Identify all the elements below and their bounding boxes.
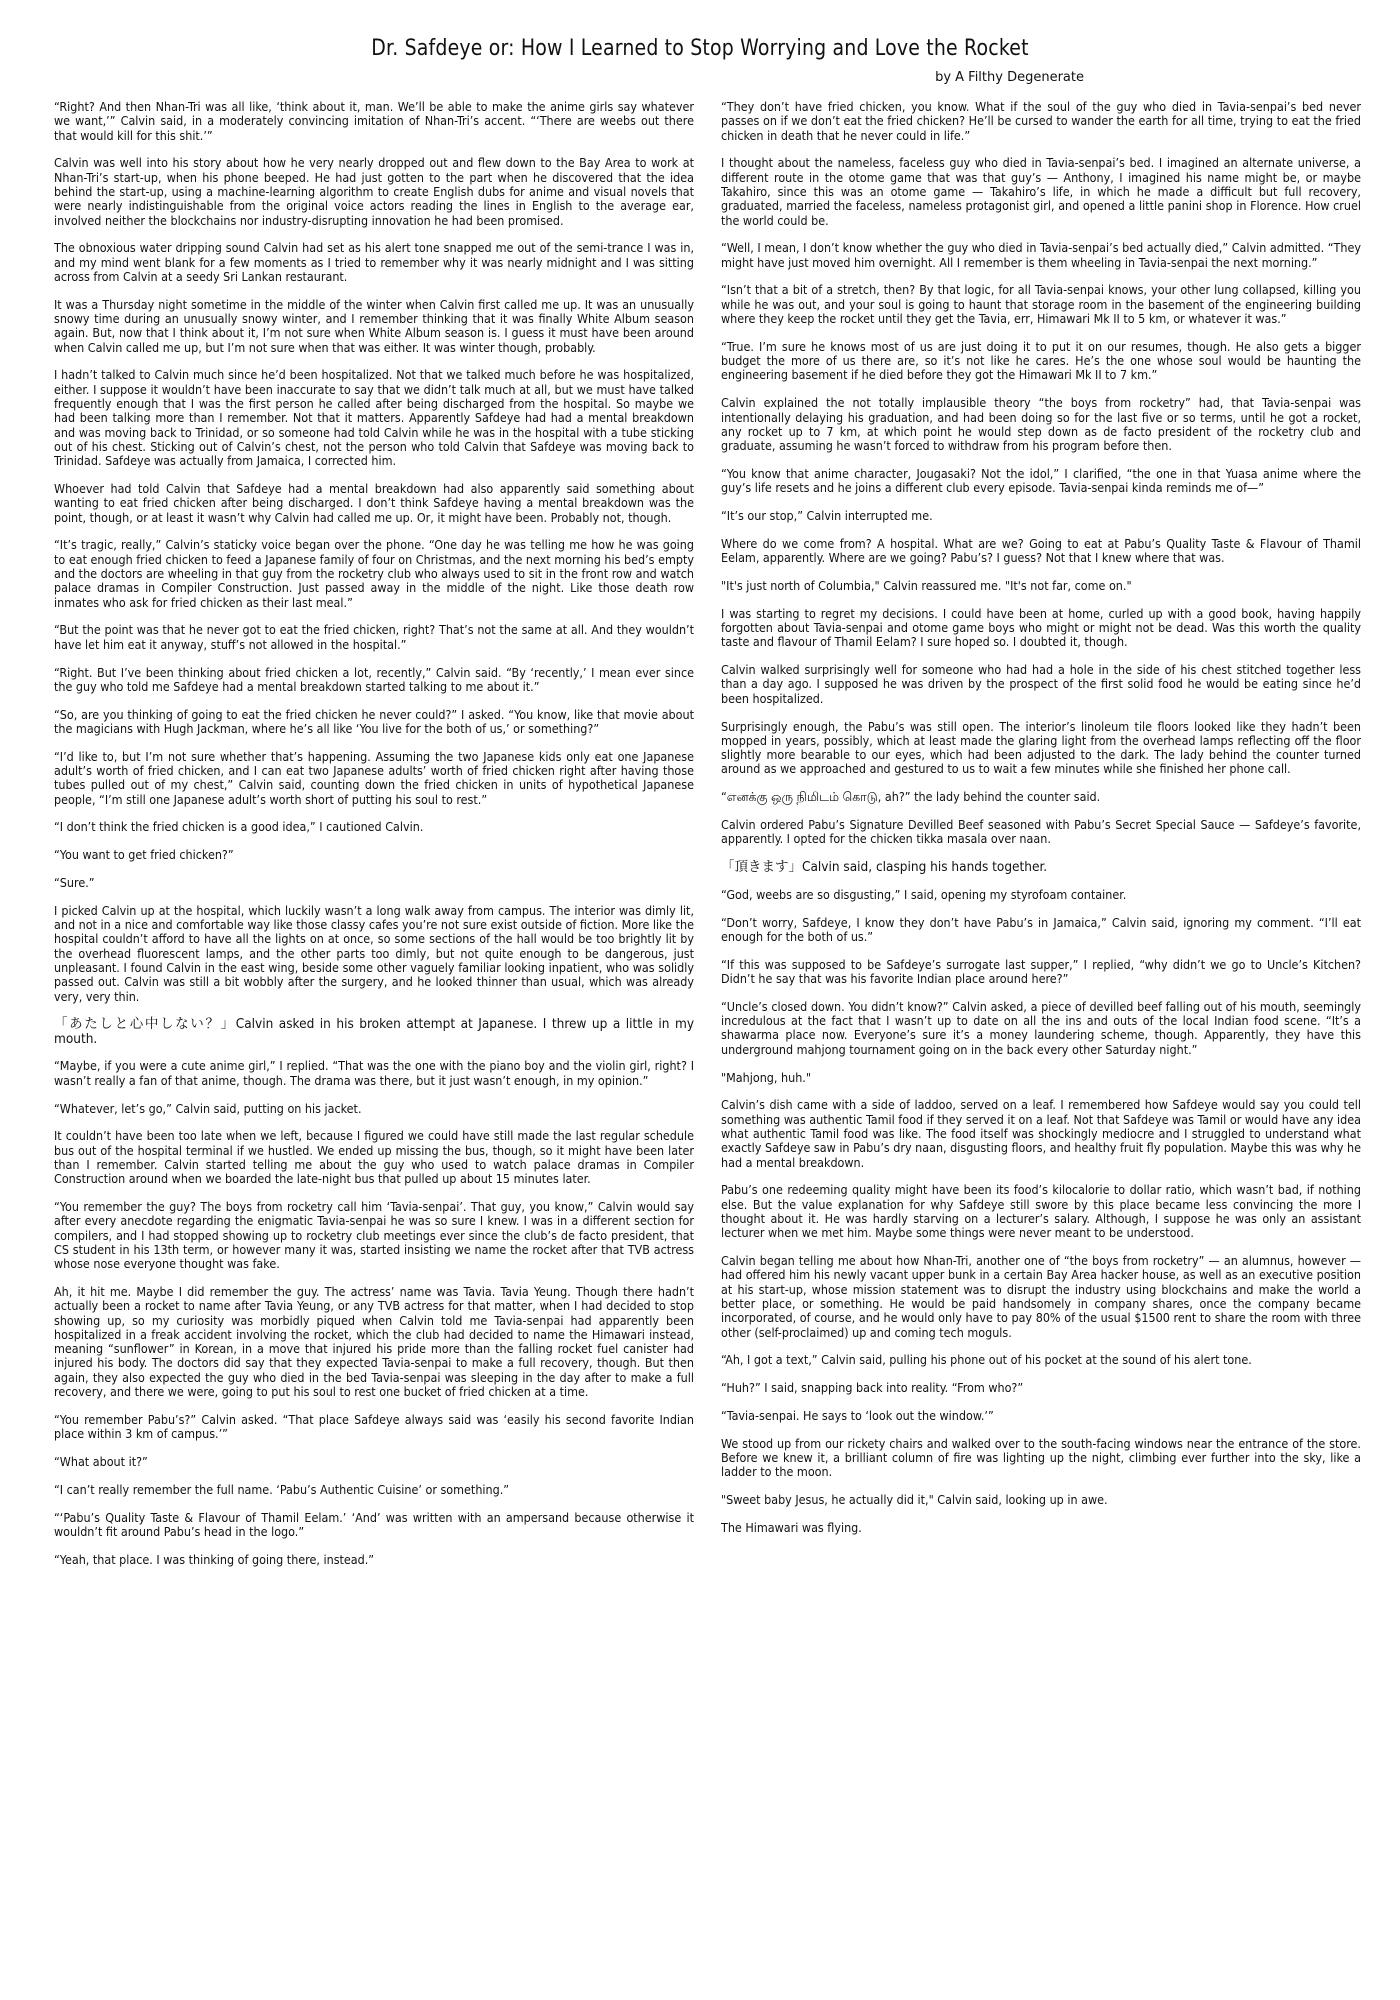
paragraph: “எனக்கு ஒரு நிமிடம் கொடு, ah?” the lady behind the counter said. xyxy=(721,789,1101,805)
paragraph: “Don’t worry, Safdeye, I know they don’t have Pabu’s in Jamaica,” Calvin said, ignoring my comment. “I’ll eat enough for the both of us.” xyxy=(721,914,1361,944)
paragraph: I picked Calvin up at the hospital, which luckily wasn’t a long walk away from campus. The interior was dimly lit, and not in a nice and comfortable way like those classy cafes you’re not sure exist outside of fiction. More like the hospital couldn’t afford to have all the lights on at once, so some sections of the hall would be too brightly lit by the overhead fluorescent lamps, and the other parts too dimly, but not quite enough to be dangerous, just unpleasant. I found Calvin in the east wing, beside some other vaguely familiar looking inpatient, who was solidly passed out. Calvin was still a bit wobbly after the surgery, and he looked thinner than usual, which was already very, very thin. xyxy=(54,902,694,1004)
paragraph: Calvin’s dish came with a side of laddoo, served on a leaf. I remembered how Safdeye would say you could tell something was authentic Tamil food if they served it on a leaf. Not that Safdeye was Tamil or would have any idea what authentic Tamil food was like. The food itself was shockingly mediocre and I struggled to understand what exactly Safdeye saw in Pabu’s dry naan, disgusting floors, and healthy fruit fly population. Maybe this was why he had a mental breakdown. xyxy=(721,1097,1361,1170)
paragraph: Pabu’s one redeeming quality might have been its food’s kilocalorie to dollar ratio, which wasn’t bad, if nothing else. But the value explanation for why Safdeye still swore by this place became less convincing the more I thought about it. He was hardly starving on a lecturer’s salary. Although, I suppose he was only an assistant lecturer when we met him. Maybe some things were never meant to be understood. xyxy=(721,1182,1361,1241)
paragraph: “Sure.” xyxy=(54,874,95,890)
paragraph: “Yeah, that place. I was thinking of going there, instead.” xyxy=(54,1551,375,1567)
paragraph: “I don’t think the fried chicken is a good idea,” I cautioned Calvin. xyxy=(54,819,424,835)
paragraph: “I’d like to, but I’m not sure whether that’s happening. Assuming the two Japanese kids only eat one Japanese adult’s worth of fried chicken, and I can eat two Japanese adults’ worth of fried chicken right after having those tubes pulled out of my chest,” Calvin said, counting down the fried chicken in units of hypothetical Japanese people, “I’m still one Japanese adult’s worth short of putting his soul to rest.” xyxy=(54,748,694,807)
paragraph: “It’s tragic, really,” Calvin’s staticky voice began over the phone. “One day he was telling me how he was going to eat enough fried chicken to feed a Japanese family of four on Christmas, and the next morning his bed’s empty and the doctors are wheeling in that guy from the rocketry club who always used to sit in the front row and watch palace dramas in Compiler Construction. Just passed away in the middle of the night. Like those death row inmates who ask for fried chicken as their last meal.” xyxy=(54,537,694,610)
paragraph: It couldn’t have been too late when we left, because I figured we could have still made the last regular schedule bus out of the hospital terminal if we hustled. We ended up missing the bus, though, so it might have been later than I remember. Calvin started telling me about the guy who used to watch palace dramas in Compiler Construction around when we boarded the late-night bus that pulled up about 15 minutes later. xyxy=(54,1128,694,1187)
paragraph: We stood up from our rickety chairs and walked over to the south-facing windows near the entrance of the store. Before we knew it, a brilliant column of fire was lighting up the night, climbing ever further into the sky, like a ladder to the moon. xyxy=(721,1435,1361,1480)
paragraph: “Isn’t that a bit of a stretch, then? By that logic, for all Tavia-senpai knows, your other lung collapsed, killing you while he was out, and your soul is going to haunt that storage room in the basement of the engineering building where they keep the rocket until they get the Tavia, err, Himawari Mk II to 5 km, or whatever it was.” xyxy=(721,282,1361,327)
paragraph: I hadn’t talked to Calvin much since he’d been hospitalized. Not that we talked much before he was hospitalized, either. I suppose it wouldn’t have been inaccurate to say that we didn’t talk much at all, but we must have talked frequently enough that I was the first person he called after being discharged from the hospital. So maybe we had been talking more than I remember. Not that it matters. Apparently Safdeye had had a mental breakdown and was moving back to Trinidad, or so someone had told Calvin while he was in the hospital with a tube sticking out of his chest. Sticking out of Calvin’s chest, not the person who told Calvin that Safdeye was moving back to Trinidad. Safdeye was actually from Jamaica, I corrected him. xyxy=(54,367,694,469)
paragraph: “I can’t really remember the full name. ‘Pabu’s Authentic Cuisine’ or something.” xyxy=(54,1481,510,1497)
paragraph: Calvin walked surprisingly well for someone who had had a hole in the side of his chest stitched together less than a day ago. I supposed he was driven by the prospect of the first solid food he would be eating since he’d been hospitalized. xyxy=(721,662,1361,706)
paragraph: I was starting to regret my decisions. I could have been at home, curled up with a good book, having happily forgotten about Tavia-senpai and otome game boys who might or might not be dead. Was this worth the quality taste and flavour of Thamil Eelam? I sure hoped so. I doubted it, though. xyxy=(721,605,1361,650)
paragraph: 「あたしと心中しない？」Calvin asked in his broken attempt at Japanese. I threw up a little in my mouth. xyxy=(54,1016,694,1047)
paragraph: “Right. But I’ve been thinking about fried chicken a lot, recently,” Calvin said. “By ‘recently,’ I mean ever since the guy who told me Safdeye had a mental breakdown started talking to me about it.” xyxy=(54,664,694,694)
right-text-column xyxy=(721,100,1361,1985)
paragraph: "Mahjong, huh." xyxy=(721,1069,811,1085)
paragraph: “Huh?” I said, snapping back into reality. “From who?” xyxy=(721,1380,1024,1396)
paragraph: 「頂きます」Calvin said, clasping his hands together. xyxy=(721,859,1048,876)
paragraph: "Sweet baby Jesus, he actually did it," Calvin said, looking up in awe. xyxy=(721,1492,1108,1508)
paragraph: "It's just north of Columbia," Calvin reassured me. "It's not far, come on." xyxy=(721,577,1132,593)
paragraph: “Tavia-senpai. He says to ‘look out the window.’” xyxy=(721,1407,994,1423)
paragraph: “You want to get fried chicken?” xyxy=(54,847,234,863)
document-title: Dr. Safdeye or: How I Learned to Stop Worrying and Love the Rocket xyxy=(371,36,1029,61)
paragraph: “It’s our stop,” Calvin interrupted me. xyxy=(721,508,933,524)
paragraph: “God, weebs are so disgusting,” I said, opening my styrofoam container. xyxy=(721,886,1127,902)
paragraph: Ah, it hit me. Maybe I did remember the guy. The actress’ name was Tavia. Tavia Yeung. Though there hadn’t actually been a rocket to name after Tavia Yeung, or any TVB actress for that matter, when I had decided to stop showing up, so my curiosity was morbidly piqued when Calvin told me Tavia-senpai had apparently been hospitalized in a freak accident involving the rocket, which the club had decided to name the Himawari instead, meaning “sunflower” in Korean, in a move that injured his pride more than the falling rocket fuel canister had injured his body. The doctors did say that they expected Tavia-senpai to make a full recovery, though. But then again, they also expected the guy who died in the bed Tavia-senpai was sleeping in the day after to make a full recovery, and there we were, going to put his soul to rest one bucket of fried chicken at a time. xyxy=(54,1284,694,1400)
paragraph: “True. I’m sure he knows most of us are just doing it to put it on our resumes, though. He also gets a bigger budget the more of us there are, so it’s not like he cares. He’s the one whose soul would be haunting the engineering basement if he died before they got the Himawari Mk II to 7 km.” xyxy=(721,338,1361,383)
paragraph: “Whatever, let’s go,” Calvin said, putting on his jacket. xyxy=(54,1100,362,1116)
paragraph: “They don’t have fried chicken, you know. What if the soul of the guy who died in Tavia-senpai’s bed never passes on if we don’t eat the fried chicken? He’ll be cursed to wander the earth for all time, trying to eat the fried chicken in death that he never could in life.” xyxy=(721,100,1361,143)
paragraph: The Himawari was flying. xyxy=(721,1519,862,1535)
paragraph: “Ah, I got a text,” Calvin said, pulling his phone out of his pocket at the sound of his alert tone. xyxy=(721,1352,1252,1368)
paragraph: Calvin explained the not totally implausible theory “the boys from rocketry” had, that Tavia-senpai was intentionally delaying his graduation, and had been doing so for the last five or so terms, until he got a rocket, any rocket up to 7 km, at which point he would step down as de facto president of the rocketry club and graduate, assuming he wasn’t forced to withdraw from his program before then. xyxy=(721,395,1361,454)
paragraph: Calvin was well into his story about how he very nearly dropped out and flew down to the Bay Area to work at Nhan-Tri’s start-up, when his phone beeped. He had just gotten to the part when he discovered that the idea behind the start-up, using a machine-learning algorithm to create English dubs for anime and visual novels that were nearly indistinguishable from the original voice actors reading the lines in English to the average ear, involved neither the blockchains nor industry-disrupting innovation he had been promised. xyxy=(54,155,694,228)
paragraph: “You remember the guy? The boys from rocketry call him ‘Tavia-senpai’. That guy, you know,” Calvin would say after every anecdote regarding the enigmatic Tavia-senpai he was so sure I knew. I was in a different section for compilers, and I had stopped showing up to rocketry club meetings ever since the club’s de facto president, that CS student in his 13th term, or however many it was, started insisting we name the rocket after that TVB actress whose nose everyone thought was fake. xyxy=(54,1199,694,1272)
paragraph: Calvin ordered Pabu’s Signature Devilled Beef seasoned with Pabu’s Secret Special Sauce — Safdeye’s favorite, apparently. I opted for the chicken tikka masala over naan. xyxy=(721,816,1361,847)
paragraph: It was a Thursday night sometime in the middle of the winter when Calvin first called me up. It was an unusually snowy time during an unusually snowy winter, and I remember thinking that it was finally White Album season again. But, now that I think about it, I’m not sure when White Album season is. I guess it must have been around when Calvin called me up, but I’m not sure when that was either. It was winter though, probably. xyxy=(54,296,694,355)
paragraph: “‘Pabu’s Quality Taste & Flavour of Thamil Eelam.’ ‘And’ was written with an ampersand because otherwise it wouldn’t fit around Pabu’s head in the logo.” xyxy=(54,1509,694,1539)
paragraph: Where do we come from? A hospital. What are we? Going to eat at Pabu’s Quality Taste & Flavour of Thamil Eelam, apparently. Where are we going? Pabu’s? I guess? Not that I knew where that was. xyxy=(721,535,1361,566)
author-byline: by A Filthy Degenerate xyxy=(935,70,1084,85)
paragraph: Whoever had told Calvin that Safdeye had a mental breakdown had also apparently said something about wanting to eat fried chicken after being discharged. I don’t think Safdeye having a mental breakdown was the point, though, or at least it wasn’t why Calvin had called me up. Or, it might have been. Probably not, though. xyxy=(54,481,694,525)
paragraph: “So, are you thinking of going to eat the fried chicken he never could?” I asked. “You know, like that movie about the magicians with Hugh Jackman, where he’s all like ‘You live for the both of us,’ or something?” xyxy=(54,706,694,736)
paragraph: Calvin began telling me about how Nhan-Tri, another one of “the boys from rocketry” — an alumnus, however — had offered him his newly vacant upper bunk in a certain Bay Area hacker house, as well as an executive position at his start-up, whose mission statement was to disrupt the industry using blockchains and make the world a better place, or something. He would be paid handsomely in company shares, once the company became incorporated, of course, and he would only have to pay 80% of the usual $1500 rent to share the room with three other (self-proclaimed) up and coming tech moguls. xyxy=(721,1253,1361,1340)
paragraph: “But the point was that he never got to eat the fried chicken, right? That’s not the same at all. And they wouldn’t have let him eat it anyway, stuff’s not allowed in the hospital.” xyxy=(54,622,694,652)
left-text-column xyxy=(54,100,694,1985)
paragraph: “Maybe, if you were a cute anime girl,” I replied. “That was the one with the piano boy and the violin girl, right? I wasn’t really a fan of that anime, though. The drama was there, but it just wasn’t enough, in my opinion.” xyxy=(54,1058,694,1088)
paragraph: “Uncle’s closed down. You didn’t know?” Calvin asked, a piece of devilled beef falling out of his mouth, seemingly incredulous at the fact that I wasn’t up to date on all the ins and outs of the local Indian food scene. “It’s a shawarma place now. Everyone’s sure it’s a money laundering scheme, though. Apparently, they have this underground mahjong tournament going on in the back every other Saturday night.” xyxy=(721,998,1361,1057)
paragraph: Surprisingly enough, the Pabu’s was still open. The interior’s linoleum tile floors looked like they hadn’t been mopped in years, possibly, which at least made the glaring light from the overhead lamps reflecting off the floor slightly more bearable to our eyes, which had been adjusted to the dark. The lady behind the counter turned around as we approached and gestured to us to wait a few minutes while she finished her phone call. xyxy=(721,718,1361,777)
paragraph: “Well, I mean, I don’t know whether the guy who died in Tavia-senpai’s bed actually died,” Calvin admitted. “They might have just moved him overnight. All I remember is them wheeling in Tavia-senpai the next morning.” xyxy=(721,240,1361,270)
paragraph: “What about it?” xyxy=(54,1453,148,1469)
paragraph: “You remember Pabu’s?” Calvin asked. “That place Safdeye always said was ‘easily his second favorite Indian place within 3 km of campus.’” xyxy=(54,1411,694,1442)
paragraph: “If this was supposed to be Safdeye’s surrogate last supper,” I replied, “why didn’t we go to Uncle’s Kitchen? Didn’t he say that was his favorite Indian place around here?” xyxy=(721,956,1361,987)
paragraph: The obnoxious water dripping sound Calvin had set as his alert tone snapped me out of the semi-trance I was in, and my mind went blank for a few moments as I tried to remember why it was nearly midnight and I was sitting across from Calvin at a seedy Sri Lankan restaurant. xyxy=(54,240,694,284)
paragraph: “Right? And then Nhan-Tri was all like, ‘think about it, man. We’ll be able to make the anime girls say whatever we want,’” Calvin said, in a moderately convincing imitation of Nhan-Tri’s accent. “‘There are weebs out there that would kill for this shit.’” xyxy=(54,100,694,143)
paragraph: I thought about the nameless, faceless guy who died in Tavia-senpai’s bed. I imagined an alternate universe, a different route in the otome game that was that guy’s — Anthony, I imagined his name might be, or maybe Takahiro, since this was an otome game — Takahiro’s life, in which he made a difficult but full recovery, graduated, married the faceless, nameless protagonist girl, and opened a little panini shop in Florence. How cruel the world could be. xyxy=(721,155,1361,228)
paragraph: “You know that anime character, Jougasaki? Not the idol,” I clarified, “the one in that Yuasa anime where the guy’s life resets and he joins a different club every episode. Tavia-senpai kinda reminds me of—” xyxy=(721,465,1361,496)
